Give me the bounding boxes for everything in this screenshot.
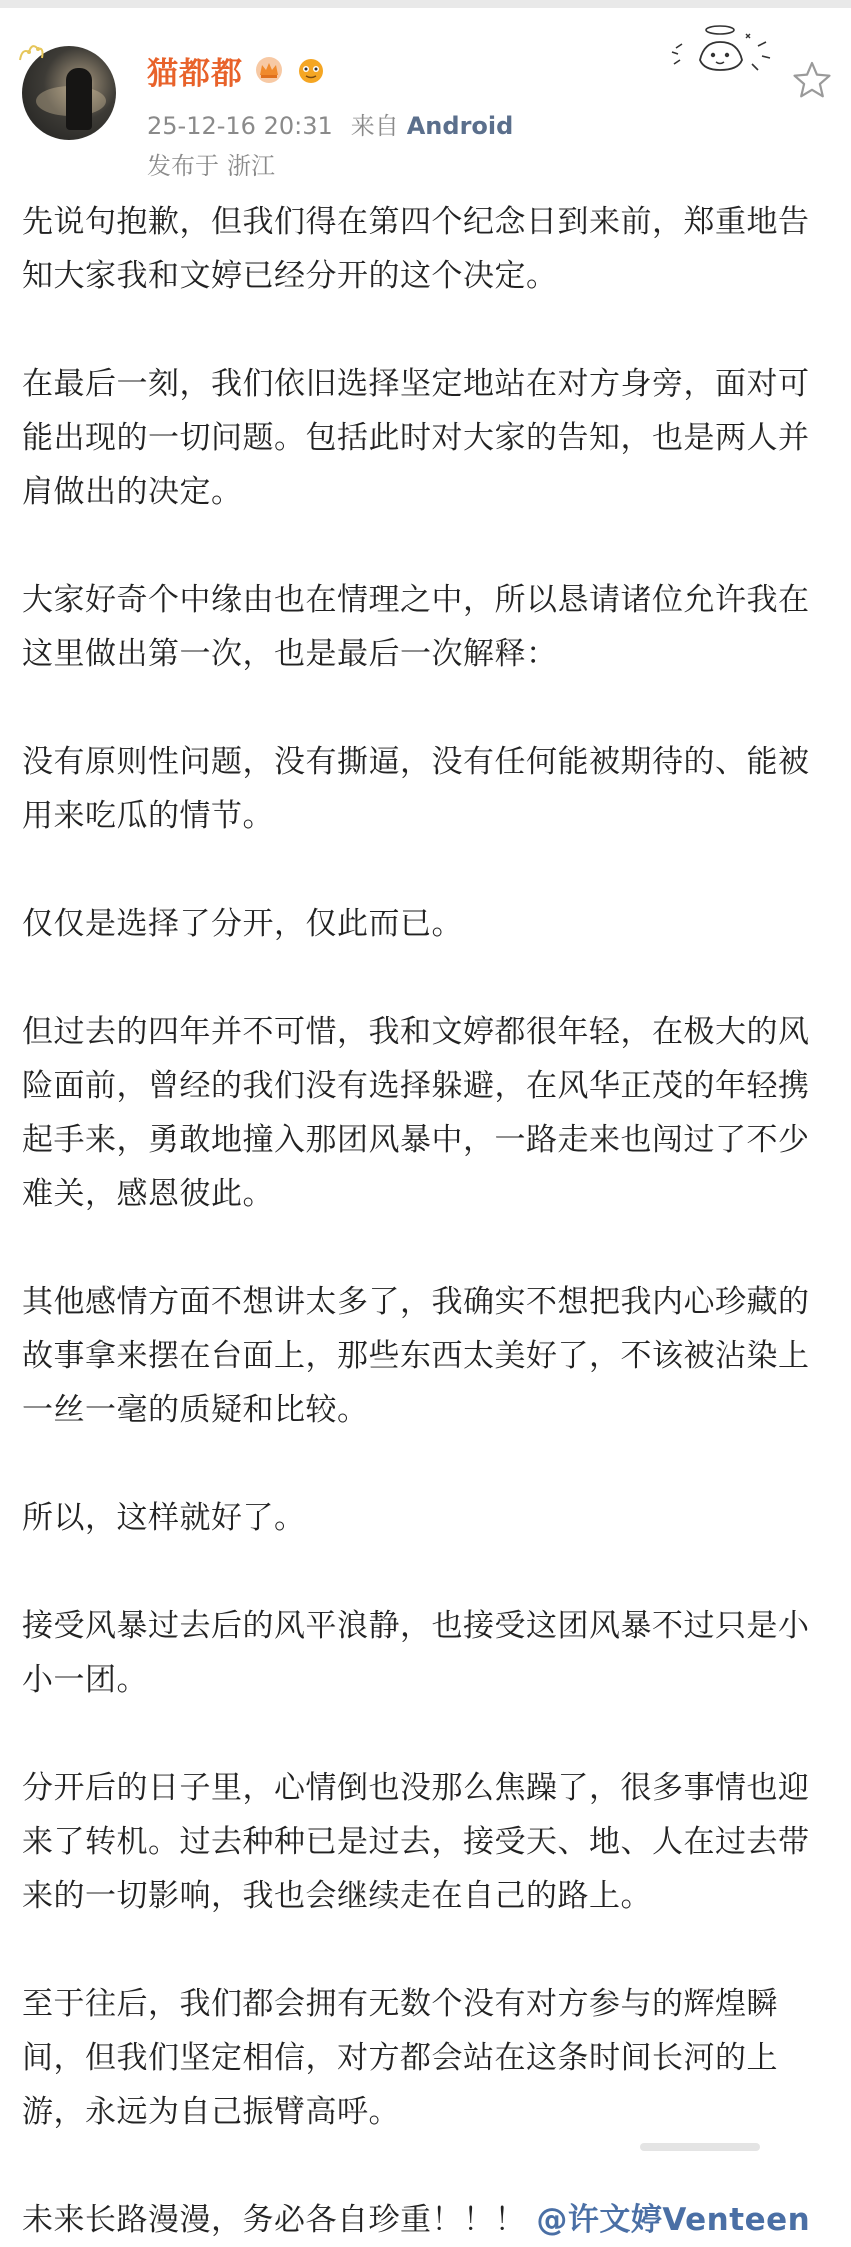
source-app[interactable]: Android [406, 112, 514, 140]
top-divider [0, 0, 851, 8]
crown-icon [253, 55, 285, 85]
paragraph: 分开后的日子里，心情倒也没那么焦躁了，很多事情也迎来了转机。过去种种已是过去，接受天、地、人在过去带来的一切影响，我也会继续走在自己的路上。 [22, 1770, 810, 1914]
timestamp: 25-12-16 20:31 [147, 112, 333, 140]
paragraph: 在最后一刻，我们依旧选择坚定地站在对方身旁，面对可能出现的一切问题。包括此时对大家的告知，也是两人并肩做出的决定。 [22, 366, 810, 510]
paragraph: 所以，这样就好了。 [22, 1500, 306, 1536]
paragraph: 至于往后，我们都会拥有无数个没有对方参与的辉煌瞬间，但我们坚定相信，对方都会站在这条时间长河的上游，永远为自己振臂高呼。 [22, 1986, 778, 2130]
paragraph: 接受风暴过去后的风平浪静，也接受这团风暴不过只是小小一团。 [22, 1608, 810, 1698]
avatar-badge-icon [16, 38, 46, 68]
post-header [0, 8, 851, 178]
paragraph: 但过去的四年并不可惜，我和文婷都很年轻，在极大的风险面前，曾经的我们没有选择躲避，在风华正茂的年轻携起手来，勇敢地撞入那团风暴中，一路走来也闯过了不少难关，感恩彼此。 [22, 1014, 810, 1212]
username[interactable]: 猫都都 [147, 55, 243, 92]
mention-link[interactable]: @许文婷Venteen [536, 2202, 811, 2238]
emoji-icon [295, 55, 327, 85]
location-label: 发布于 [147, 152, 219, 180]
watermark [640, 2140, 760, 2154]
post-location [147, 146, 275, 181]
paragraph: 没有原则性问题，没有撕逼，没有任何能被期待的、能被用来吃瓜的情节。 [22, 744, 810, 834]
paragraph: 大家好奇个中缘由也在情理之中，所以恳请诸位允许我在这里做出第一次，也是最后一次解释： [22, 582, 810, 672]
post-meta [147, 106, 513, 141]
name-row [147, 48, 327, 92]
closing-text: 未来长路漫漫，务必各自珍重！！！ [22, 2202, 526, 2238]
paragraph: 仅仅是选择了分开，仅此而已。 [22, 906, 463, 942]
post-body [22, 195, 836, 2247]
paragraph: 先说句抱歉，但我们得在第四个纪念日到来前，郑重地告知大家我和文婷已经分开的这个决定。 [22, 204, 810, 294]
location: 浙江 [227, 152, 275, 180]
closing-paragraph [22, 2193, 836, 2247]
star-icon[interactable] [790, 58, 834, 102]
doodle-icon [668, 20, 778, 82]
paragraph: 其他感情方面不想讲太多了，我确实不想把我内心珍藏的故事拿来摆在台面上，那些东西太美好了，不该被沾染上一丝一毫的质疑和比较。 [22, 1284, 810, 1428]
avatar-figure [66, 68, 92, 130]
source-label: 来自 [350, 112, 399, 140]
